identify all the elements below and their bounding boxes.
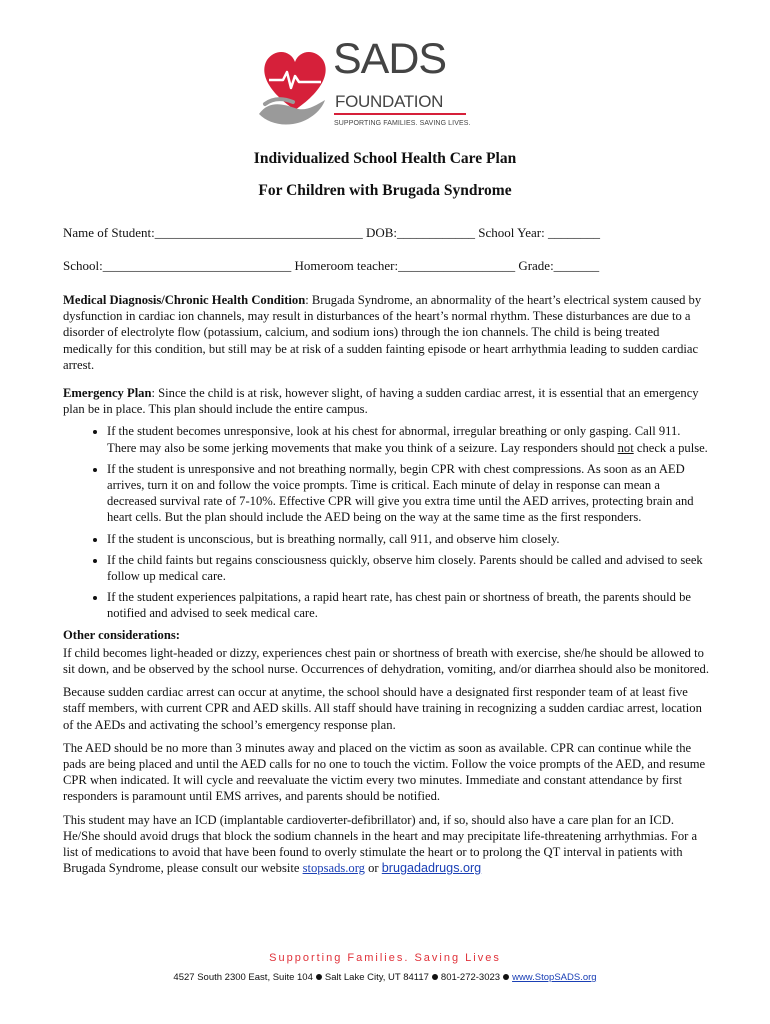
logo-subtitle: FOUNDATION: [335, 92, 444, 111]
list-item: • If the student is unconscious, but is breathing normally, call 911, and observe him closely.: [107, 531, 711, 547]
emergency-paragraph: [63, 385, 711, 417]
sads-logo: [255, 35, 480, 134]
diagnosis-label: Medical Diagnosis/Chronic Health Condition: [63, 293, 306, 307]
list-item: • If the student is unresponsive and not breathing normally, begin CPR with chest compressions. As soon as an AED arrives, turn it on and follow the voice prompts. Time is critical. Each minute of delay in response can mean a decreased survival rate of 7-10%. Effective CPR will give you extra time until the AED arrives, protecting brain and heart cells. But the plan should include the AED being on the way at the same time as the first responders.: [107, 461, 711, 526]
other-paragraph: If child becomes light-headed or dizzy, experiences chest pain or shortness of breath with exercise, she/he should be allowed to sit down, and be observed by the school nurse. Occurrences of dehydration, vomiting, and/or diarrhea should also be monitored.: [63, 645, 709, 677]
emergency-list: [63, 423, 711, 621]
other-paragraph: Because sudden cardiac arrest can occur at anytime, the school should have a designated first responder team of at least five staff members, with current CPR and AED skills. All staff should have training in recognizing a sudden cardiac arrest, location of the AEDs and activating the school’s emergency response plan.: [63, 685, 702, 732]
list-item: • If the student becomes unresponsive, look at his chest for abnormal, irregular breathing or only gasping. Call 911. There may also be some jerking movements that make you think of a seizure. Lay responders should not check a pulse.: [107, 423, 711, 455]
other-heading: Other considerations:: [63, 627, 180, 642]
bullet-icon: [503, 974, 509, 980]
diagnosis-paragraph: [63, 292, 711, 373]
footer-website-link[interactable]: www.StopSADS.org: [512, 972, 597, 983]
stopsads-link[interactable]: stopsads.org: [302, 861, 365, 876]
footer-address: 4527 South 2300 East, Suite 104 Salt Lake City, UT 84117 801-272-3023 www.StopSADS.org: [173, 972, 597, 983]
brugadadrugs-link[interactable]: brugadadrugs.org: [381, 861, 482, 876]
emergency-text: : Since the child is at risk, however slight, of having a sudden cardiac arrest, it is essential that an emergency plan be in place. This plan should include the entire campus.: [63, 386, 699, 417]
list-item: • If the student experiences palpitations, a rapid heart rate, has chest pain or shortness of breath, the parents should be notified and advised to seek medical care.: [107, 589, 711, 621]
list-item: • If the child faints but regains consciousness quickly, observe him closely. Parents should be called and advised to seek follow up medical care.: [107, 552, 711, 584]
page-subtitle: For Children with Brugada Syndrome: [258, 182, 512, 199]
logo-tagline: SUPPORTING FAMILIES. SAVING LIVES.: [334, 120, 471, 127]
form-row-school[interactable]: School:_____________________________ Homeroom teacher:__________________ Grade:_______: [63, 258, 600, 273]
other-paragraph: This student may have an ICD (implantable cardioverter-defibrillator) and, if so, should also have a care plan for an ICD. He/She should avoid drugs that block the sodium channels in the heart and may precipitate life-threatening arrhythmias. For a list of medications to avoid that have been found to overly stimulate the heart or to prolong the QT interval in patients with Brugada Syndrome, please consult our website stopsads.org or brugadadrugs.org: [63, 812, 698, 876]
page-title: Individualized School Health Care Plan: [253, 150, 517, 167]
logo-name: SADS: [333, 35, 447, 83]
bullet-icon: [432, 974, 438, 980]
document-body: [63, 292, 711, 884]
other-paragraph: The AED should be no more than 3 minutes away and placed on the victim as soon as available. CPR can continue while the pads are being placed and until the AED calls for no one to touch the victim. Follow the voice prompts of the AED, and resume CPR when indicated. It will cycle and reevaluate the victim every two minutes. Immediate and constant attendance by first responders is paramount until EMS arrives, and parents should be notified.: [63, 740, 706, 804]
emergency-label: Emergency Plan: [63, 386, 152, 401]
heart-hand-icon: [255, 42, 335, 134]
footer-tagline: Supporting Families. Saving Lives: [269, 952, 501, 964]
bullet-icon: [316, 974, 322, 980]
form-row-student[interactable]: Name of Student:________________________________ DOB:____________ School Year: ________: [63, 225, 600, 240]
diagnosis-text: : Brugada Syndrome, an abnormality of the heart’s electrical system caused by dysfunction in cardiac ion channels, may result in disturbances of the heart’s normal rhythm. These disturbances are due to a disorder of electrolyte flow (potassium, calcium, and sodium ions) through the ion channels. The child is being treated medically for this condition, but still may be at risk of a sudden fainting episode or heart arrhythmia leading to sudden cardiac arrest.: [63, 293, 702, 372]
logo-divider: [334, 113, 466, 115]
